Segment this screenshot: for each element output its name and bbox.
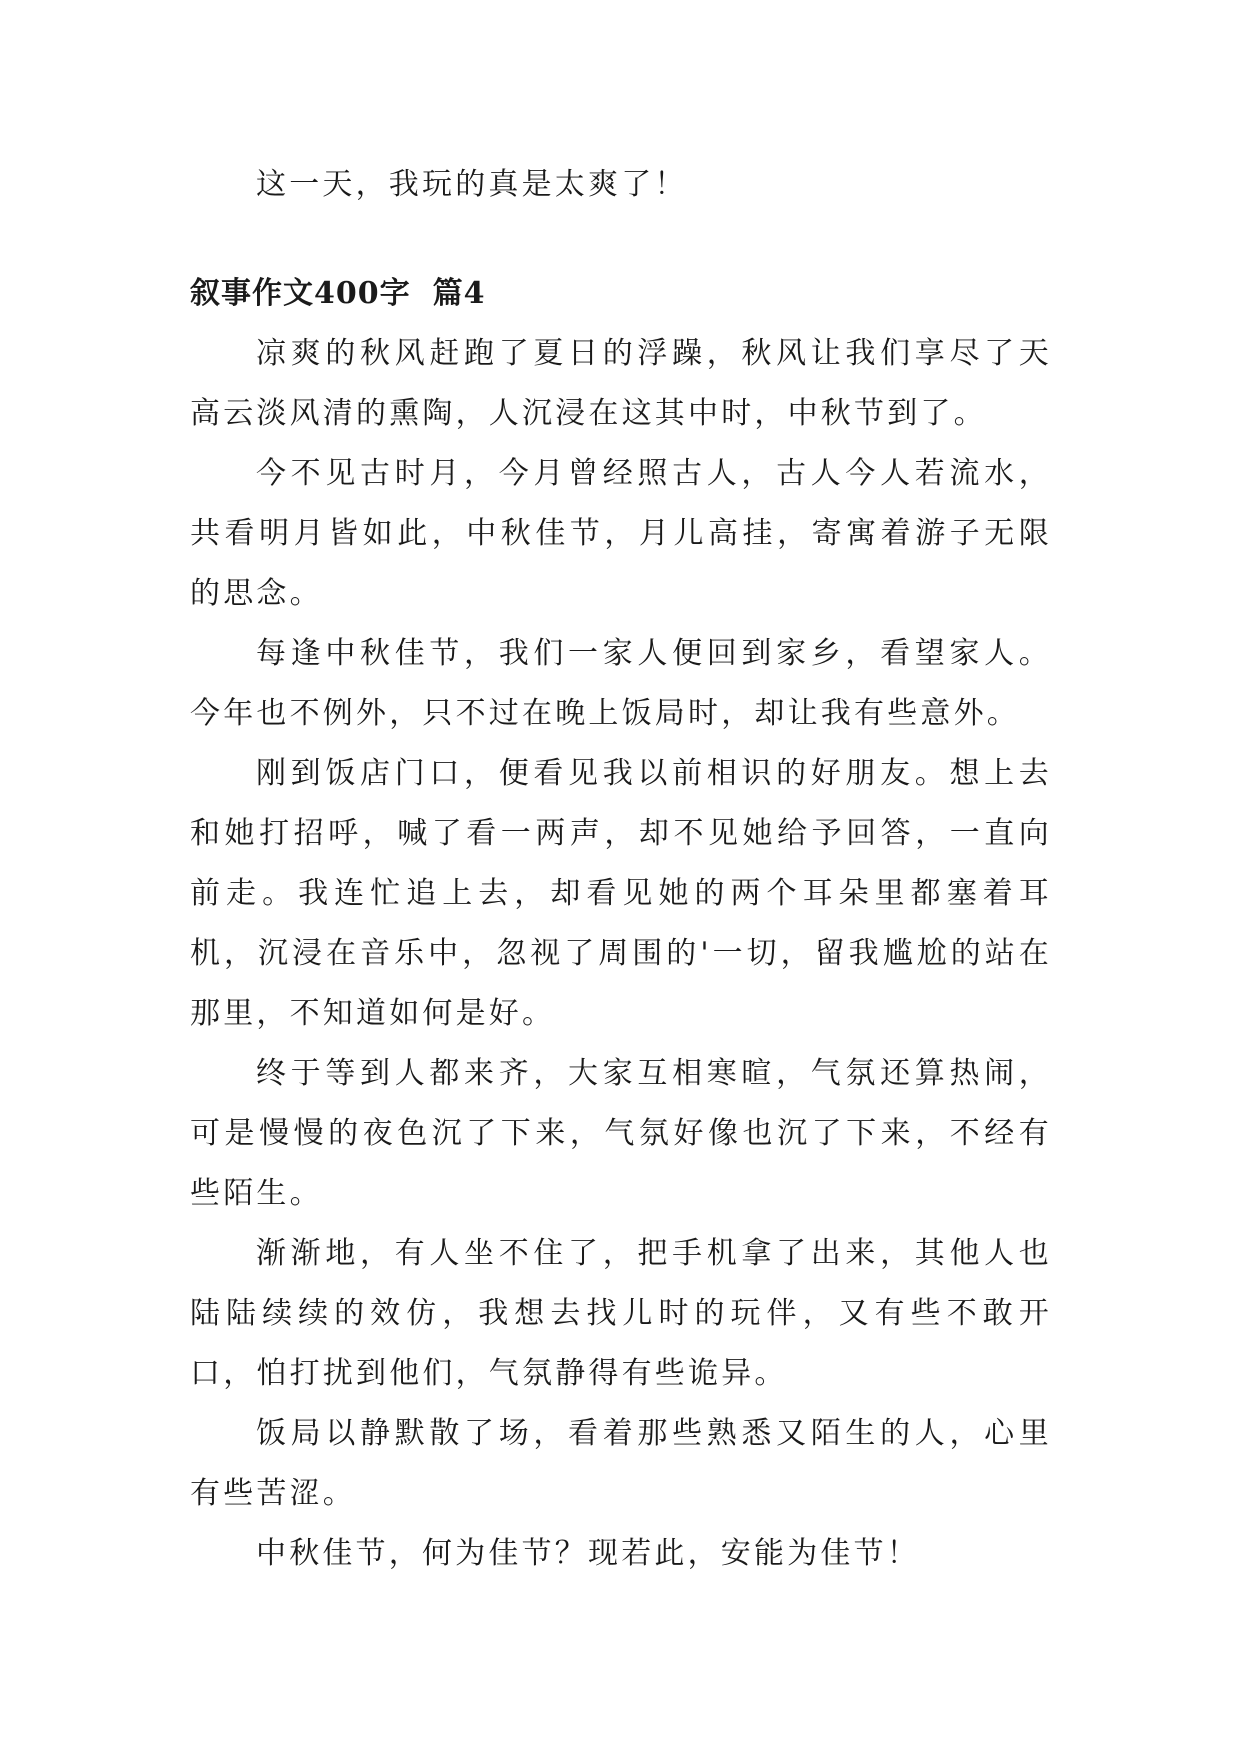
previous-essay-ending (190, 155, 1052, 215)
essay-title: 叙事作文400字 (190, 276, 411, 311)
essay-paragraph: 渐渐地，有人坐不住了，把手机拿了出来，其他人也陆陆续续的效仿，我想去找儿时的玩伴，又有些不敢开口，怕打扰到他们，气氛静得有些诡异。 (190, 1236, 1052, 1391)
essay-paragraph: 刚到饭店门口，便看见我以前相识的好朋友。想上去和她打招呼，喊了看一两声，却不见她给予回答，一直向前走。我连忙追上去，却看见她的两个耳朵里都塞着耳机，沉浸在音乐中，忽视了周围的'一切，留我尴尬的站在那里，不知道如何是好。 (190, 756, 1052, 1031)
essay-label: 篇4 (432, 276, 486, 311)
essay-paragraph: 今不见古时月，今月曾经照古人，古人今人若流水，共看明月皆如此，中秋佳节，月儿高挂，寄寓着游子无限的思念。 (190, 456, 1052, 611)
essay-section (190, 264, 1052, 1584)
essay-paragraph: 凉爽的秋风赶跑了夏日的浮躁，秋风让我们享尽了天高云淡风清的熏陶，人沉浸在这其中时，中秋节到了。 (190, 336, 1052, 431)
essay-paragraph: 饭局以静默散了场，看着那些熟悉又陌生的人，心里有些苦涩。 (190, 1416, 1052, 1511)
essay-paragraph: 中秋佳节，何为佳节？现若此，安能为佳节！ (256, 1536, 920, 1571)
essay-paragraph: 每逢中秋佳节，我们一家人便回到家乡，看望家人。今年也不例外，只不过在晚上饭局时，却让我有些意外。 (190, 636, 1052, 731)
essay-heading (190, 264, 1052, 324)
closing-paragraph: 这一天，我玩的真是太爽了！ (256, 167, 688, 202)
essay-paragraph: 终于等到人都来齐，大家互相寒暄，气氛还算热闹，可是慢慢的夜色沉了下来，气氛好像也沉了下来，不经有些陌生。 (190, 1056, 1052, 1211)
